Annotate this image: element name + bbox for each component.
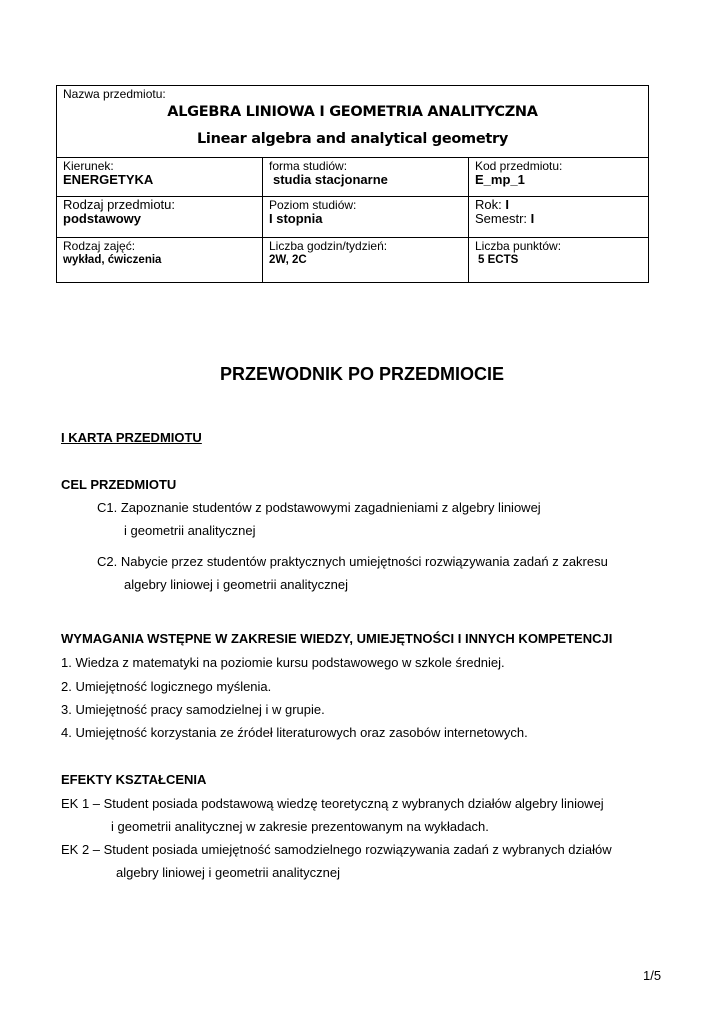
godziny-cell [262,238,468,282]
zajecia-cell [57,238,262,282]
kierunek-label: Kierunek: [63,159,114,173]
efekty-ek2-line2: algebry liniowej i geometrii analitycznej [116,865,340,880]
kierunek-cell [57,158,262,196]
kierunek-value: ENERGETYKA [63,172,154,187]
efekty-heading: EFEKTY KSZTAŁCENIA [61,772,207,787]
forma-value: studia stacjonarne [273,172,388,187]
semestr-value: I [530,211,535,226]
poziom-label: Poziom studiów: [269,198,357,212]
cel-heading: CEL PRZEDMIOTU [61,477,177,492]
course-name-row [57,86,648,157]
semestr-line [475,212,648,226]
poziom-value: I stopnia [269,211,323,226]
efekty-ek1-line1: EK 1 – Student posiada podstawową wiedzę teoretyczną z wybranych działów algebry liniowej [61,796,604,811]
godziny-label: Liczba godzin/tydzień: [269,239,388,253]
wymagania-item: 4. Umiejętność korzystania ze źródeł literaturowych oraz zasobów internetowych. [61,725,528,740]
rok-value: I [505,197,509,212]
cel-c1-line1: C1. Zapoznanie studentów z podstawowymi zagadnieniami z algebry liniowej [97,500,541,515]
course-info-table [56,85,649,283]
cel-c2-line2: algebry liniowej i geometrii analitycznej [124,577,348,592]
kod-label: Kod przedmiotu: [475,159,563,173]
semestr-label: Semestr: [475,211,528,226]
rok-line [475,198,648,212]
rok-label: Rok: [475,197,502,212]
zajecia-value: wykład, ćwiczenia [63,254,162,266]
page-number: 1/5 [643,968,662,983]
efekty-ek2-line1: EK 2 – Student posiada umiejętność samodzielnego rozwiązywania zadań z wybranych działów [61,842,612,857]
forma-label: forma studiów: [269,159,348,173]
cel-c2-line1: C2. Nabycie przez studentów praktycznych umiejętności rozwiązywania zadań z zakresu [97,554,608,569]
zajecia-label: Rodzaj zajęć: [63,239,136,253]
wymagania-item: 1. Wiedza z matematyki na poziomie kursu podstawowego w szkole średniej. [61,655,505,670]
efekty-ek1-line2: i geometrii analitycznej w zakresie prezentowanym na wykładach. [111,819,489,834]
cel-c1-line2: i geometrii analitycznej [124,523,256,538]
godziny-value: 2W, 2C [269,254,307,266]
course-name-label: Nazwa przedmiotu: [63,87,166,101]
karta-heading: I KARTA PRZEDMIOTU [61,430,202,445]
wymagania-heading: WYMAGANIA WSTĘPNE W ZAKRESIE WIEDZY, UMIEJĘTNOŚCI I INNYCH KOMPETENCJI [61,631,613,646]
course-title-english: Linear algebra and analytical geometry [196,131,509,147]
punkty-cell [468,238,648,282]
rodzaj-value: podstawowy [63,211,142,226]
row-rodzaj [57,196,648,237]
row-kierunek [57,157,648,196]
rodzaj-cell [57,197,262,237]
punkty-value: 5 ECTS [478,254,519,266]
rodzaj-label: Rodzaj przedmiotu: [63,197,175,212]
wymagania-item: 2. Umiejętność logicznego myślenia. [61,679,272,694]
rok-cell [468,197,648,237]
poziom-cell [262,197,468,237]
page-title: PRZEWODNIK PO PRZEDMIOCIE [219,364,504,384]
forma-cell [262,158,468,196]
kod-cell [468,158,648,196]
kod-value: E_mp_1 [475,172,525,187]
row-zajecia [57,237,648,282]
wymagania-item: 3. Umiejętność pracy samodzielnej i w grupie. [61,702,325,717]
punkty-label: Liczba punktów: [475,239,562,253]
course-title-polish: ALGEBRA LINIOWA I GEOMETRIA ANALITYCZNA [167,104,538,120]
